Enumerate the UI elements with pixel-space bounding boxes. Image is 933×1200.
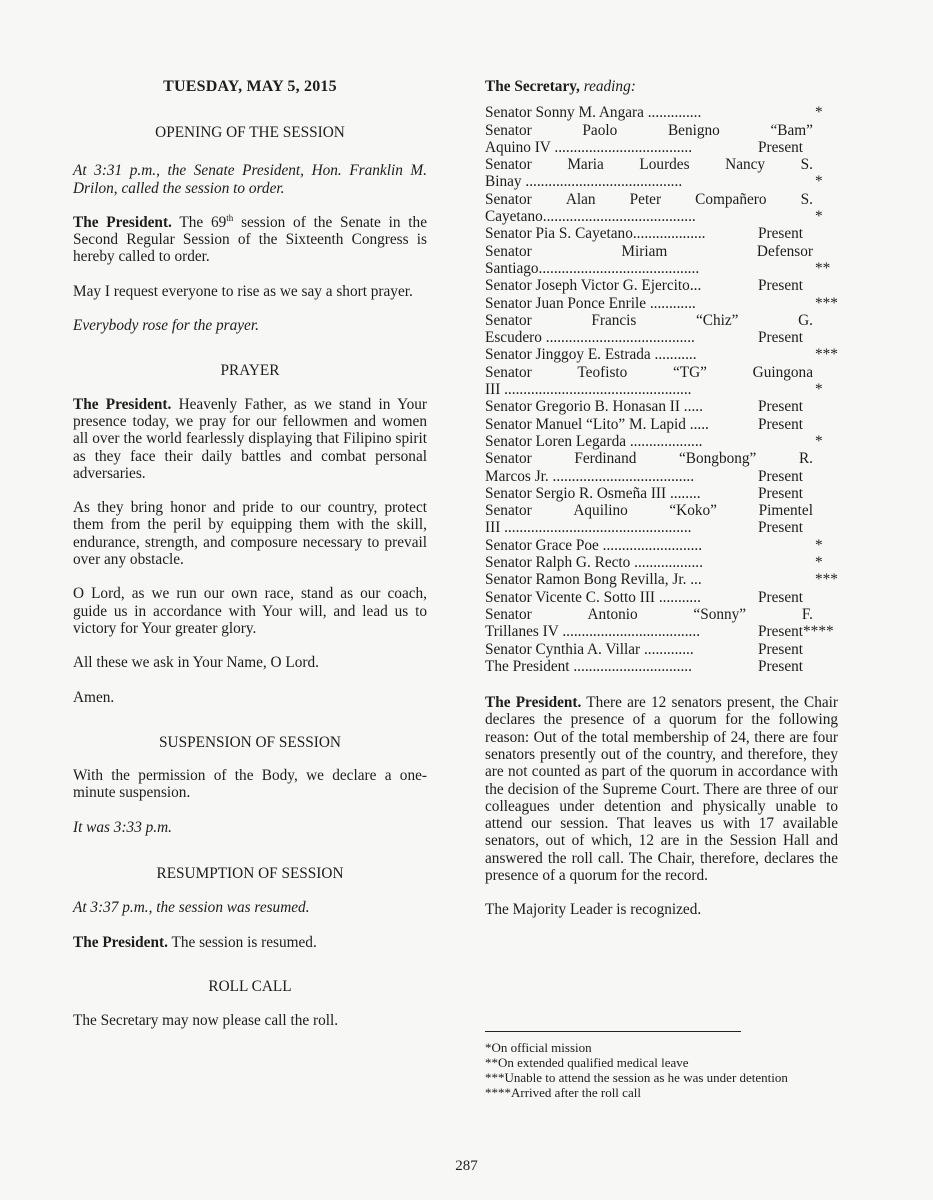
senator-name <box>485 502 813 519</box>
senator-name: Senator Juan Ponce Enrile ............ <box>485 294 696 312</box>
roll-call-entry <box>485 537 838 554</box>
footnote-mark: * <box>815 104 823 122</box>
roll-call-entry <box>485 416 838 433</box>
attendance-status: Present <box>758 519 804 537</box>
attendance-status: Present <box>758 138 804 156</box>
speaker-label: The President. <box>73 395 172 413</box>
word: “Bam” <box>770 121 813 139</box>
left-column <box>73 78 427 1030</box>
heading-suspension: SUSPENSION OF SESSION <box>159 733 341 751</box>
word: “Chiz” <box>696 311 739 329</box>
prayer-paragraph-2: As they bring honor and pride to our country, protect them from the peril by equipping them with the skill, endurance, strength, and composure necessary to prevail over any obstacle. <box>73 499 427 569</box>
word: G. <box>798 311 813 329</box>
attendance-status: Present <box>758 657 804 675</box>
senator-name: Senator Pia S. Cayetano................... <box>485 225 706 243</box>
senator-name: Binay ......................................... <box>485 173 683 191</box>
session-date: TUESDAY, MAY 5, 2015 <box>163 78 337 95</box>
word: S. <box>800 156 813 174</box>
footnote-mark: * <box>815 432 823 450</box>
senator-name: Senator Jinggoy E. Estrada ........... <box>485 346 697 364</box>
text: Heavenly Father, as we stand in Your presence today, we pray for our fellowmen and women all over the world fearlessly displaying that Filipino spirit as they face their daily battles and combat personal adversaries. <box>73 395 427 482</box>
attendance-status: Present <box>758 277 804 295</box>
speaker-label: The Secretary, <box>485 78 580 95</box>
senator-name: Senator Grace Poe .......................... <box>485 536 703 554</box>
roll-call-entry <box>485 277 838 294</box>
attendance-status: Present <box>758 415 804 433</box>
president-opening-paragraph <box>73 214 427 266</box>
footnote-mark: * <box>815 554 823 572</box>
roll-call-entry <box>485 208 838 225</box>
senator-name: Senator Cynthia A. Villar ............. <box>485 640 694 658</box>
footnote-mark: *** <box>815 346 838 364</box>
roll-call-entry <box>485 122 838 139</box>
call-to-order-note: At 3:31 p.m., the Senate President, Hon. Franklin M. Drilon, called the session to order. <box>73 162 427 197</box>
roll-call-entry <box>485 312 838 329</box>
word: Compañero <box>695 190 767 208</box>
roll-call-entry <box>485 225 838 242</box>
speaker-label: The President. <box>73 933 168 951</box>
roll-call-entry <box>485 623 838 640</box>
word: Aquilino <box>573 502 628 520</box>
footnote-mark: ** <box>815 259 831 277</box>
roll-call-list <box>485 104 838 675</box>
senator-name: Escudero ....................................... <box>485 329 695 347</box>
word: Maria <box>567 156 604 174</box>
roll-call-entry <box>485 433 838 450</box>
attendance-status: Present <box>758 484 804 502</box>
quorum-paragraph <box>485 694 838 884</box>
word: Francis <box>591 311 637 329</box>
word: “Koko” <box>669 502 717 520</box>
speaker-label: The President. <box>73 213 172 231</box>
heading-prayer: PRAYER <box>220 362 280 380</box>
senator-name <box>485 606 813 623</box>
footnote-mark: * <box>815 381 823 399</box>
senator-name <box>485 191 813 208</box>
senator-name: Senator Sonny M. Angara .............. <box>485 104 702 122</box>
word: Alan <box>565 190 596 208</box>
roll-call-entry <box>485 589 838 606</box>
resumption-note: At 3:37 p.m., the session was resumed. <box>73 899 310 917</box>
word: “Sonny” <box>693 605 747 623</box>
senator-name <box>485 122 813 139</box>
roll-call-entry <box>485 364 838 381</box>
roll-call-entry <box>485 658 838 675</box>
suspension-time-note: It was 3:33 p.m. <box>73 818 173 836</box>
senator-name: Senator Manuel “Lito” M. Lapid ..... <box>485 415 709 433</box>
senator-name <box>485 312 813 329</box>
word: Paolo <box>582 121 618 139</box>
prayer-paragraph-1 <box>73 396 427 482</box>
senator-name <box>485 156 813 173</box>
suspension-paragraph: With the permission of the Body, we declare a one-minute suspension. <box>73 767 427 802</box>
footnote-divider <box>485 1031 741 1032</box>
senator-name: III ................................................. <box>485 519 692 537</box>
word: Lourdes <box>639 156 690 174</box>
word: Benigno <box>667 121 720 139</box>
senator-name: Cayetano........................................ <box>485 208 696 226</box>
roll-call-entry <box>485 571 838 588</box>
word: Senator <box>485 156 532 174</box>
superscript: th <box>226 212 234 223</box>
roll-call-entry <box>485 381 838 398</box>
attendance-status: Present <box>758 225 804 243</box>
roll-call-entry <box>485 468 838 485</box>
roll-call-entry <box>485 346 838 363</box>
attendance-status: Present <box>758 640 804 658</box>
roll-call-entry <box>485 295 838 312</box>
roll-call-entry <box>485 554 838 571</box>
word: “Bongbong” <box>679 450 757 468</box>
roll-call-entry <box>485 606 838 623</box>
senator-name: Senator Sergio R. Osmeña III ........ <box>485 484 701 502</box>
attendance-status: Present <box>758 467 804 485</box>
attendance-status: Present <box>758 398 804 416</box>
roll-call-entry <box>485 641 838 658</box>
page-number: 287 <box>455 1158 478 1174</box>
majority-leader-paragraph: The Majority Leader is recognized. <box>485 901 702 919</box>
senator-name: Senator Loren Legarda ................... <box>485 432 703 450</box>
heading-opening: OPENING OF THE SESSION <box>155 124 345 141</box>
senator-name: Senator Ramon Bong Revilla, Jr. ... <box>485 571 702 589</box>
text: There are 12 senators present, the Chair declares the presence of a quorum for the following reason: Out of the total membership of 24, there are four senators presently out of the country, and therefore, they are not counted as part of the quorum in accordance with the decision of the Supreme Court. There are three of our colleagues under detention and physically unable to attend our session. That leaves us with 17 available senators, out of which, 12 are in the Session Hall and answered the roll call. The Chair, therefore, declares the presence of a quorum for the record. <box>485 694 838 885</box>
attendance-status: Present <box>758 329 804 347</box>
amen: Amen. <box>73 688 115 706</box>
senator-name: Senator Gregorio B. Honasan II ..... <box>485 398 703 416</box>
word: Teofisto <box>577 363 628 381</box>
roll-call-entry <box>485 485 838 502</box>
roll-call-entry <box>485 139 838 156</box>
word: Senator <box>485 121 532 139</box>
word: Senator <box>485 450 532 468</box>
roll-call-entry <box>485 104 838 121</box>
word: Antonio <box>587 605 638 623</box>
word: Defensor <box>756 242 813 260</box>
word: Senator <box>485 311 532 329</box>
prayer-paragraph-3: O Lord, as we run our own race, stand as our coach, guide us in accordance with Your will, and lead us to victory for Your greater glory. <box>73 585 427 637</box>
reading-label: reading: <box>583 78 636 95</box>
footnote-mark: * <box>815 536 823 554</box>
word: R. <box>798 450 813 468</box>
senator-name: Senator Vicente C. Sotto III ........... <box>485 588 701 606</box>
word: Guingona <box>752 363 813 381</box>
footnote: *On official mission <box>485 1040 592 1055</box>
roll-call-entry <box>485 450 838 467</box>
footnote-mark: *** <box>815 571 838 589</box>
speaker-label: The President. <box>485 694 582 712</box>
roll-call-entry <box>485 243 838 260</box>
senator-name <box>485 243 813 260</box>
word: F. <box>801 605 813 623</box>
word: Senator <box>485 502 532 520</box>
right-column <box>485 78 838 919</box>
roll-call-entry <box>485 502 838 519</box>
word: Peter <box>629 190 662 208</box>
roll-call-entry <box>485 191 838 208</box>
resumption-paragraph <box>73 934 427 951</box>
word: “TG” <box>673 363 707 381</box>
prayer-paragraph-4: All these we ask in Your Name, O Lord. <box>73 654 319 672</box>
word: Pimentel <box>758 502 813 520</box>
text: The 69 <box>179 213 227 231</box>
heading-resumption: RESUMPTION OF SESSION <box>156 865 344 883</box>
word: Miriam <box>621 242 668 260</box>
word: Nancy <box>725 156 766 174</box>
roll-call-entry <box>485 260 838 277</box>
senator-name: Senator Joseph Victor G. Ejercito... <box>485 277 702 295</box>
footnote: ***Unable to attend the session as he was under detention <box>485 1070 788 1085</box>
senator-name: Senator Ralph G. Recto .................. <box>485 554 703 572</box>
footnote: **On extended qualified medical leave <box>485 1055 689 1070</box>
footnote-mark: *** <box>815 294 838 312</box>
senator-name: Trillanes IV .................................... <box>485 623 701 641</box>
roll-call-entry <box>485 329 838 346</box>
word: Senator <box>485 363 532 381</box>
word: Senator <box>485 242 532 260</box>
roll-call-entry <box>485 156 838 173</box>
roll-call-entry <box>485 519 838 536</box>
attendance-status: Present**** <box>758 623 834 641</box>
footnote: ****Arrived after the roll call <box>485 1085 641 1100</box>
text: The session is resumed. <box>171 933 317 951</box>
heading-roll-call: ROLL CALL <box>208 977 292 995</box>
senator-name: III ................................................. <box>485 381 692 399</box>
senator-name: Marcos Jr. ..................................... <box>485 467 695 485</box>
word: Ferdinand <box>574 450 637 468</box>
footnotes <box>485 1040 840 1100</box>
roll-call-entry <box>485 398 838 415</box>
rose-note: Everybody rose for the prayer. <box>73 317 259 335</box>
footnote-mark: * <box>815 208 823 226</box>
text: session of the Senate in the Second Regular Session of the Sixteenth Congress is hereby called to order. <box>73 213 427 266</box>
senator-name: Santiago.......................................... <box>485 259 700 277</box>
senator-name: Aquino IV .................................... <box>485 138 693 156</box>
word: Senator <box>485 190 532 208</box>
senator-name <box>485 450 813 467</box>
roll-call-paragraph: The Secretary may now please call the roll. <box>73 1012 339 1030</box>
request-paragraph: May I request everyone to rise as we say a short prayer. <box>73 282 413 300</box>
attendance-status: Present <box>758 588 804 606</box>
roll-call-entry <box>485 173 838 190</box>
footnote-mark: * <box>815 173 823 191</box>
word: S. <box>800 190 813 208</box>
senator-name <box>485 364 813 381</box>
senator-name: The President ............................... <box>485 657 692 675</box>
word: Senator <box>485 605 532 623</box>
secretary-reading <box>485 78 838 95</box>
